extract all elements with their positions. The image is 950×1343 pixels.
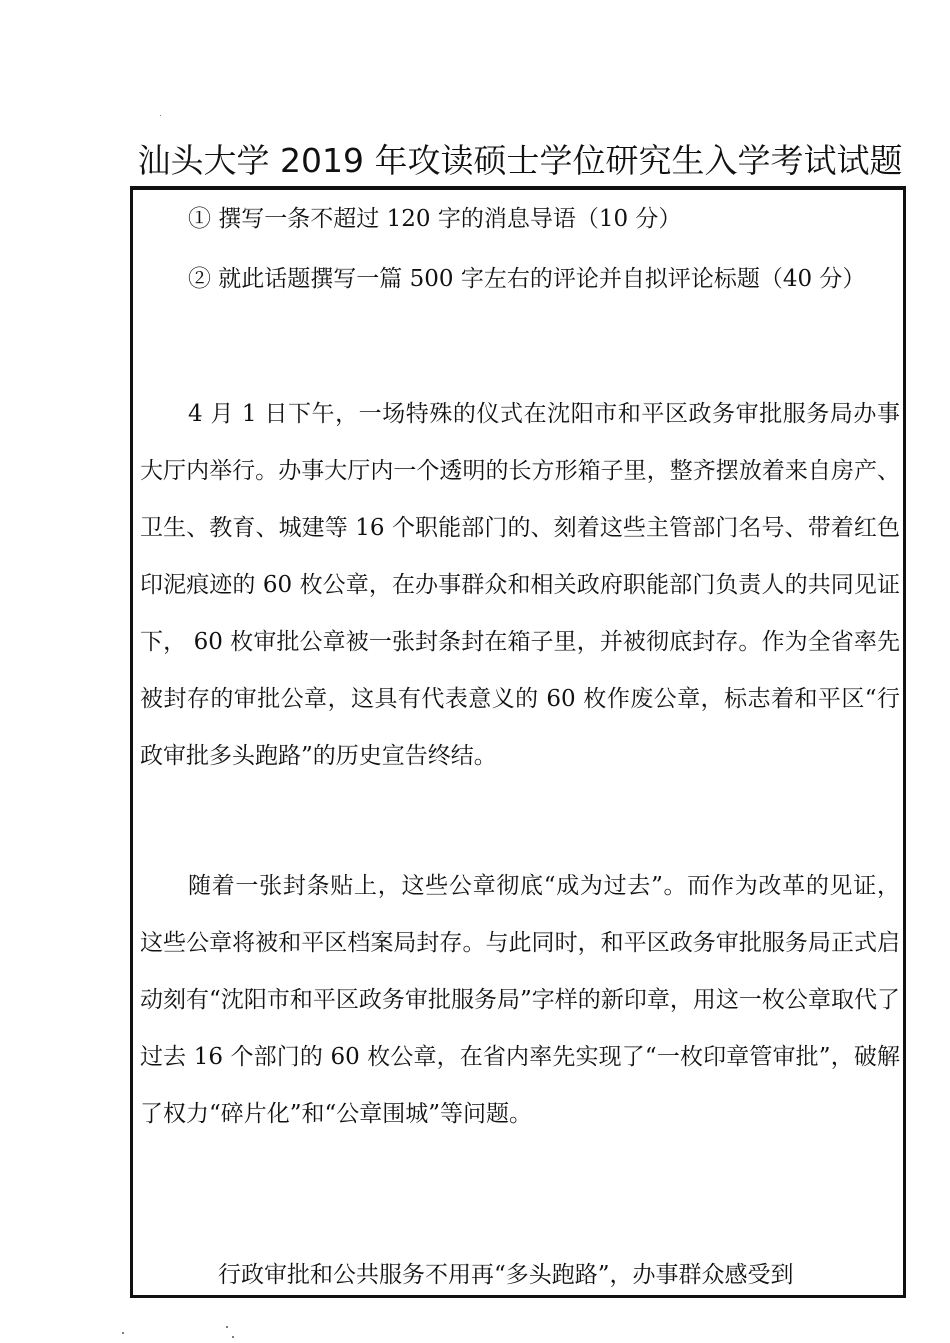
article-paragraph-3: 行政审批和公共服务不用再“多头跑路”，办事群众感受到 <box>218 1262 794 1288</box>
scan-speck <box>226 1326 228 1328</box>
article-paragraph-2: 随着一张封条贴上，这些公章彻底“成为过去”。而作为改革的见证，这些公章将被和平区档案局封存。与此同时，和平区政务审批服务局正式启动刻有“沈阳市和平区政务审批服务局”字样的新印章，用这一枚公章取代了过去 16 个部门的 60 枚公章，在省内率先实现了“一枚印章管审批”，破解了权力“碎片化”和“公章围城”等问题。 <box>140 873 900 1127</box>
task-item-1: ① 撰写一条不超过 120 字的消息导语（10 分） <box>188 206 682 232</box>
scan-speck <box>160 115 161 116</box>
scan-speck <box>232 1336 234 1338</box>
task-item-2: ② 就此话题撰写一篇 500 字左右的评论并自拟评论标题（40 分） <box>188 266 866 292</box>
exam-title: 汕头大学 2019 年攻读硕士学位研究生入学考试试题 <box>137 141 903 180</box>
scan-speck <box>122 1332 124 1334</box>
article-paragraph-1: 4 月 1 日下午，一场特殊的仪式在沈阳市和平区政务审批服务局办事大厅内举行。办事大厅内一个透明的长方形箱子里，整齐摆放着来自房产、卫生、教育、城建等 16 个职能部门的、刻着这些主管部门名号、带着红色印泥痕迹的 60 枚公章，在办事群众和相关政府职能部门负责人的共同见证下， 60 枚审批公章被一张封条封在箱子里，并被彻底封存。作为全省率先被封存的审批公章，这具有代表意义的 60 枚作废公章，标志着和平区“行政审批多头跑路”的历史宣告终结。 <box>140 401 900 769</box>
